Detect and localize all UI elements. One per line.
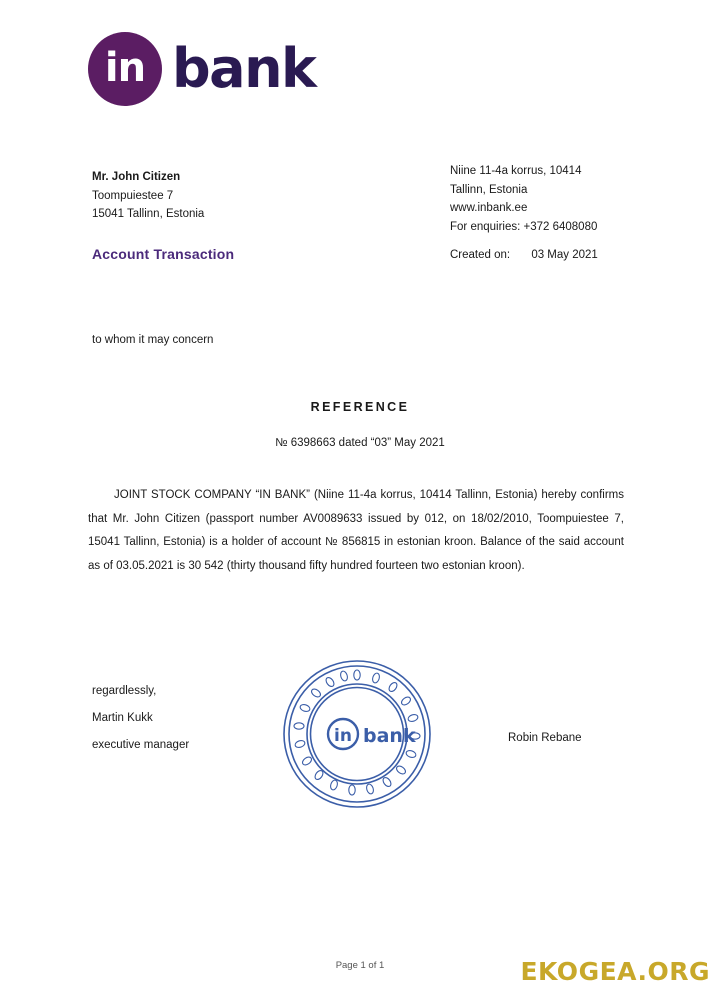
addressee-block (92, 168, 204, 224)
company-stamp (281, 658, 433, 810)
page-title: Account Transaction (92, 246, 235, 262)
reference-heading: REFERENCE (310, 400, 410, 414)
logo-mark-text: in (104, 45, 146, 92)
addressee-street: Toompuiestee 7 (92, 189, 174, 202)
inbank-logo (88, 32, 315, 106)
page-footer: Page 1 of 1 (335, 960, 385, 971)
signature-closing: regardlessly, (92, 685, 157, 697)
addressee-city: 15041 Tallinn, Estonia (92, 208, 205, 221)
bank-enquiries: For enquiries: +372 6408080 (450, 220, 598, 233)
bank-website: www.inbank.ee (450, 202, 528, 215)
bank-city: Tallinn, Estonia (450, 183, 528, 196)
created-on-value: 03 May 2021 (531, 249, 598, 261)
reference-subline: № 6398663 dated “03” May 2021 (275, 437, 445, 449)
svg-text:bank: bank (363, 725, 416, 747)
logo-circle-icon (88, 32, 162, 106)
watermark: EKOGEA.ORG (520, 957, 710, 986)
created-on-row (450, 249, 598, 261)
addressee-name: Mr. John Citizen (92, 171, 181, 183)
signature-block (92, 678, 189, 759)
salutation: to whom it may concern (92, 334, 214, 346)
svg-text:in: in (334, 726, 352, 746)
signer-title: executive manager (92, 739, 190, 752)
logo-wordmark: bank (172, 37, 316, 100)
created-on-label: Created on: (450, 249, 511, 261)
signer-name: Martin Kukk (92, 712, 153, 725)
document-body (88, 484, 624, 578)
bank-info-block (450, 162, 597, 237)
body-text: JOINT STOCK COMPANY “IN BANK” (Niine 11-4a korrus, 10414 Tallinn, Estonia) hereby confirms that Mr. John Citizen (passport number AV0089633 issued by 012, on 18/02/2010, Toompuiestee 7, 15041 Tallinn, Estonia) is a holder of account № 856815 in estonian kroon. Balance of the said account as of 03.05.2021 is 30 542 (thirty thousand fifty hundred fourteen two estonian kroon). (88, 489, 624, 572)
bank-address: Niine 11-4a korrus, 10414 (450, 165, 582, 177)
countersigner-name: Robin Rebane (508, 732, 582, 744)
